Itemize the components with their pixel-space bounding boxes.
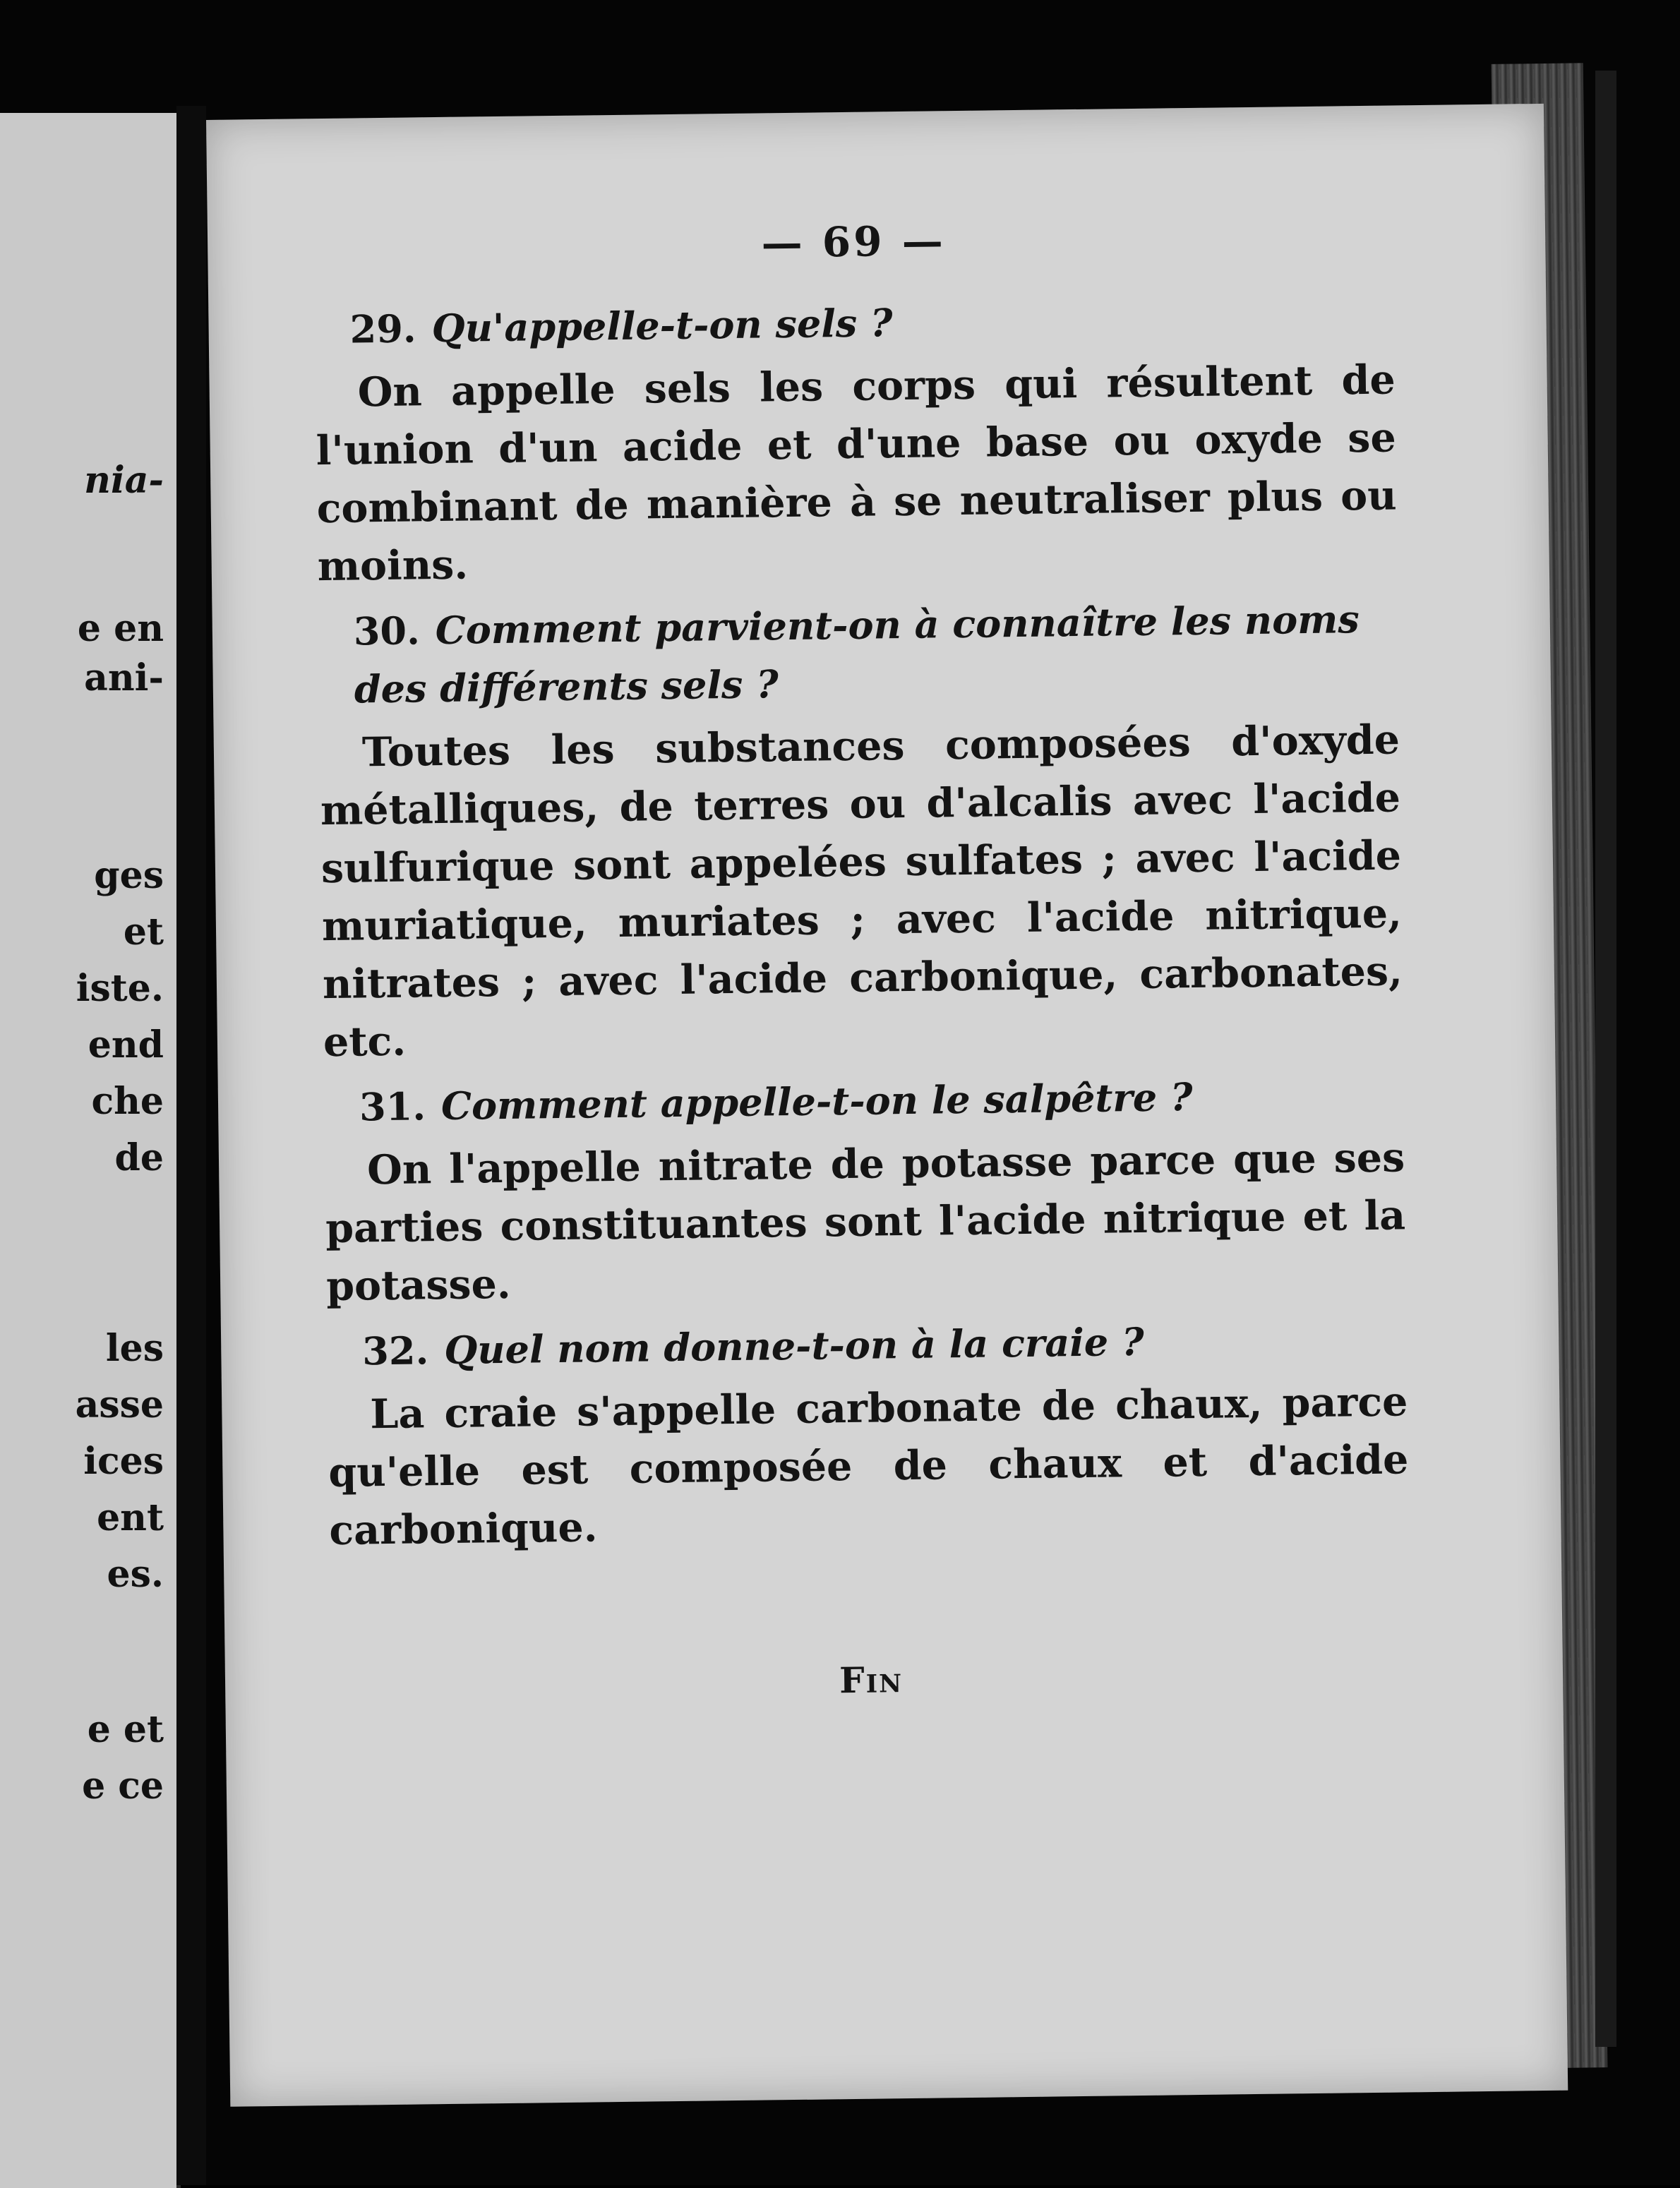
question-number: 32. bbox=[361, 1328, 429, 1374]
question-number: 30. bbox=[353, 608, 421, 654]
question-text: Qu'appelle-t-on sels ? bbox=[431, 300, 893, 351]
qa-entry bbox=[314, 287, 1398, 596]
answer-text: Toutes les substances composées d'oxyde métalliques, de terres ou d'alcalis avec l'acide sulfurique sont appelées sulfates ; avec l'acide muriatique, muriates ; avec l'acide nitrique, nitrates ; avec l'acide carbonique, carbonates, etc. bbox=[320, 716, 1403, 1066]
left-page-fragment: e et bbox=[87, 1708, 164, 1751]
book-gutter bbox=[176, 106, 206, 2185]
left-page-fragment: nia- bbox=[84, 459, 164, 502]
answer-text: La craie s'appelle carbonate de chaux, parce qu'elle est composée de chaux et d'acide carbonique. bbox=[328, 1378, 1409, 1555]
left-page-fragment: iste. bbox=[76, 967, 164, 1010]
left-page-fragment: e en bbox=[77, 607, 164, 650]
page-text bbox=[313, 211, 1412, 1707]
previous-page bbox=[0, 113, 181, 2188]
left-page-fragment: et bbox=[123, 910, 164, 954]
question bbox=[327, 1309, 1408, 1381]
answer-text: On l'appelle nitrate de potasse parce que ses parties constituantes sont l'acide nitrique et la potasse. bbox=[325, 1134, 1406, 1311]
question bbox=[314, 287, 1395, 359]
book-page bbox=[206, 104, 1568, 2107]
question-text: Quel nom donne-t-on à la craie ? bbox=[443, 1318, 1144, 1373]
page-number: — 69 — bbox=[761, 217, 947, 268]
left-page-fragment: che bbox=[91, 1080, 164, 1123]
question bbox=[324, 1065, 1405, 1136]
left-page-fragment: ent bbox=[97, 1496, 164, 1539]
left-page-fragment: asse bbox=[75, 1383, 164, 1426]
left-page-fragment: ani- bbox=[84, 656, 164, 699]
left-page-fragment: ices bbox=[83, 1440, 164, 1483]
left-page-fragment: ges bbox=[94, 854, 164, 897]
left-page-fragment: es. bbox=[107, 1553, 164, 1596]
book-cover-edge bbox=[1595, 71, 1616, 2047]
question-text: Comment parvient-on à connaître les noms des différents sels ? bbox=[354, 596, 1360, 712]
end-mark: Fin bbox=[839, 1659, 904, 1702]
question bbox=[318, 589, 1399, 719]
left-page-fragment: e ce bbox=[82, 1765, 164, 1808]
left-page-fragment: end bbox=[88, 1023, 164, 1066]
answer-text: On appelle sels les corps qui résultent de l'union d'un acide et d'une base ou oxyde se combinant de manière à se neutraliser plus ou moins. bbox=[316, 356, 1398, 591]
qa-entry bbox=[324, 1065, 1407, 1316]
question-number: 31. bbox=[359, 1083, 426, 1130]
question-number: 29. bbox=[349, 306, 416, 352]
left-page-fragment: de bbox=[114, 1136, 164, 1179]
left-page-fragment: les bbox=[105, 1327, 164, 1370]
question-text: Comment appelle-t-on le salpêtre ? bbox=[440, 1074, 1193, 1129]
qa-entry bbox=[318, 589, 1403, 1071]
qa-entry bbox=[327, 1309, 1410, 1560]
